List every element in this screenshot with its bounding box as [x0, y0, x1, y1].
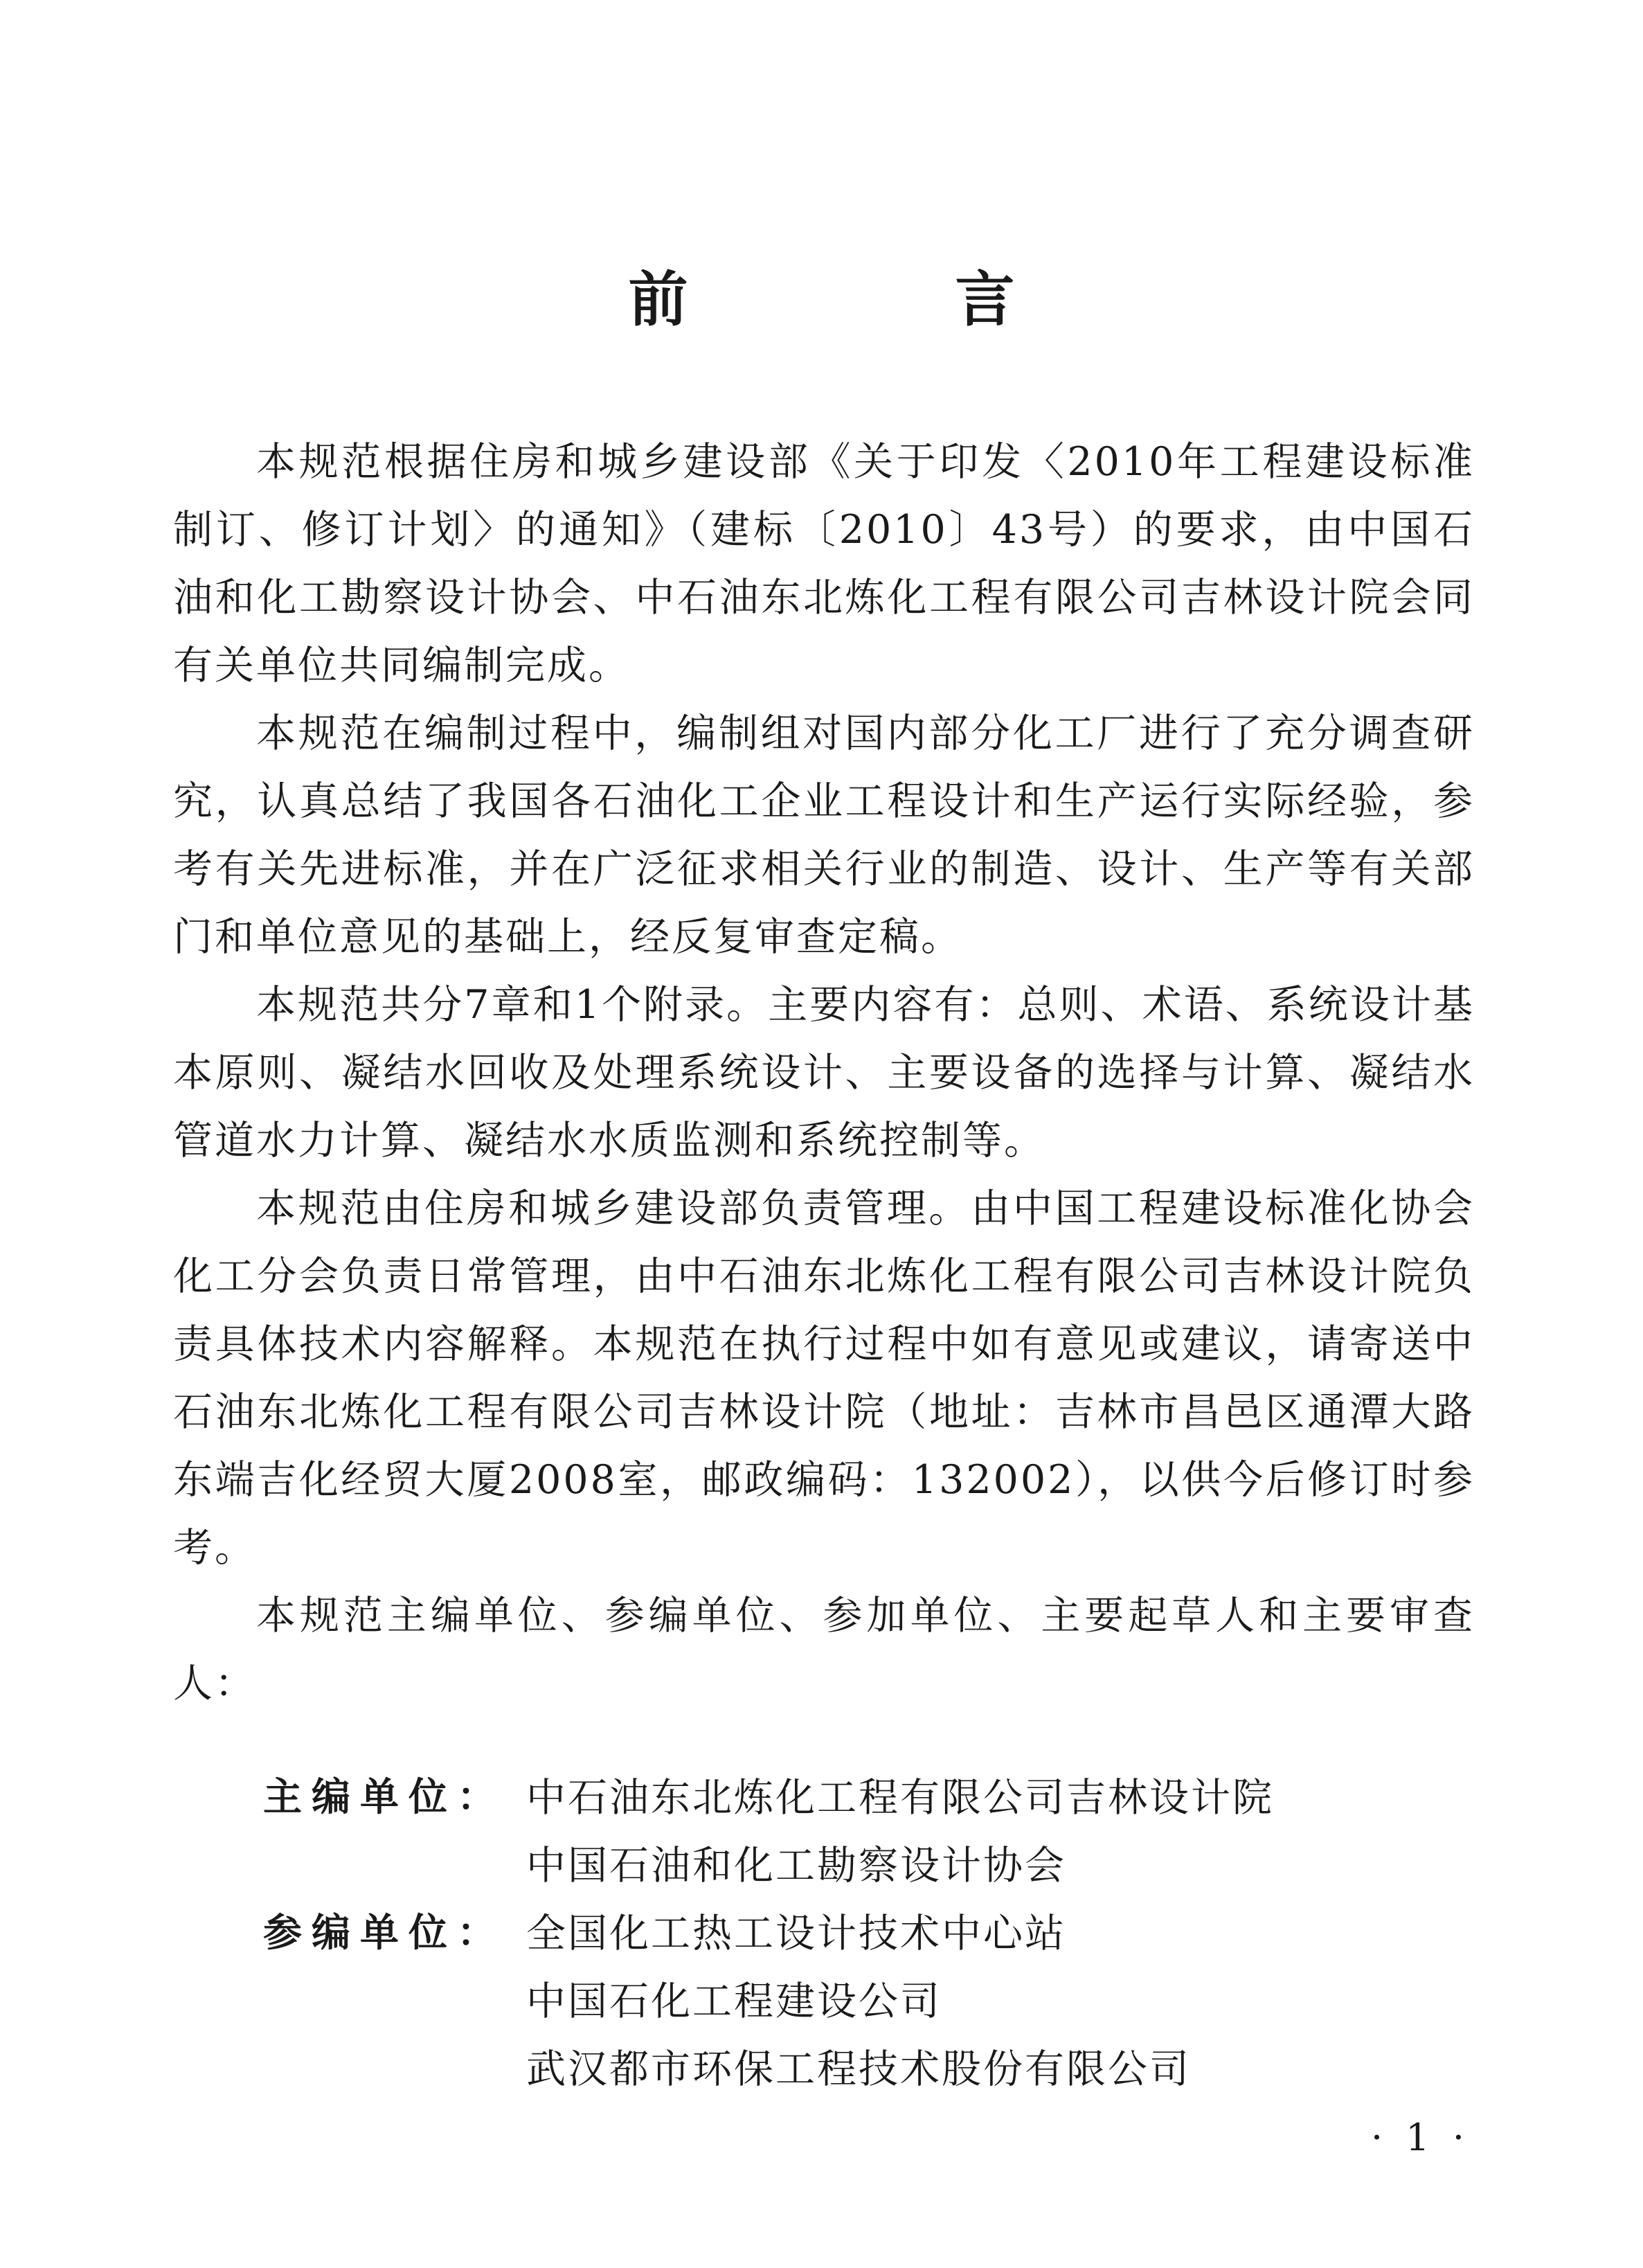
organizations-list — [263, 1764, 1475, 2103]
chief-editors-units — [526, 1764, 1475, 1900]
participating-editor-unit: 全国化工热工设计技术中心站 — [526, 1911, 1066, 1956]
participating-editors-group — [263, 1900, 1475, 2103]
page-number: · 1 · — [1370, 2116, 1470, 2159]
preface-body — [173, 428, 1475, 1717]
paragraph-4: 本规范由住房和城乡建设部负责管理。由中国工程建设标准化协会化工分会负责日常管理，由中石油东北炼化工程有限公司吉林设计院负责具体技术内容解释。本规范在执行过程中如有意见或建议，请寄送中石油东北炼化工程有限公司吉林设计院（地址：吉林市昌邑区通潭大路东端吉化经贸大厦2008室，邮政编码：132002），以供今后修订时参考。 — [173, 1186, 1475, 1571]
paragraph-3: 本规范共分7章和1个附录。主要内容有：总则、术语、系统设计基本原则、凝结水回收及处理系统设计、主要设备的选择与计算、凝结水管道水力计算、凝结水水质监测和系统控制等。 — [173, 982, 1475, 1163]
participating-editors-units — [526, 1900, 1475, 2103]
chief-editors-label: 主编单位： — [263, 1775, 505, 1820]
chief-editors-group — [263, 1764, 1475, 1900]
participating-editors-label: 参编单位： — [263, 1911, 505, 1956]
participating-editor-unit: 中国石化工程建设公司 — [526, 1979, 942, 2024]
chief-editor-unit: 中石油东北炼化工程有限公司吉林设计院 — [526, 1775, 1274, 1821]
participating-editor-unit: 武汉都市环保工程技术股份有限公司 — [526, 2046, 1191, 2092]
paragraph-2: 本规范在编制过程中，编制组对国内部分化工厂进行了充分调查研究，认真总结了我国各石油化工企业工程设计和生产运行实际经验，参考有关先进标准，并在广泛征求相关行业的制造、设计、生产等有关部门和单位意见的基础上，经反复审查定稿。 — [173, 711, 1475, 960]
chief-editor-unit: 中国石油和化工勘察设计协会 — [526, 1843, 1066, 1888]
paragraph-1: 本规范根据住房和城乡建设部《关于印发〈2010年工程建设标准制订、修订计划〉的通知》（建标〔2010〕43号）的要求，由中国石油和化工勘察设计协会、中石油东北炼化工程有限公司吉林设计院会同有关单位共同编制完成。 — [173, 439, 1475, 688]
page-title: 前 言 — [628, 265, 1119, 334]
paragraph-5: 本规范主编单位、参编单位、参加单位、主要起草人和主要审查人： — [173, 1593, 1475, 1706]
